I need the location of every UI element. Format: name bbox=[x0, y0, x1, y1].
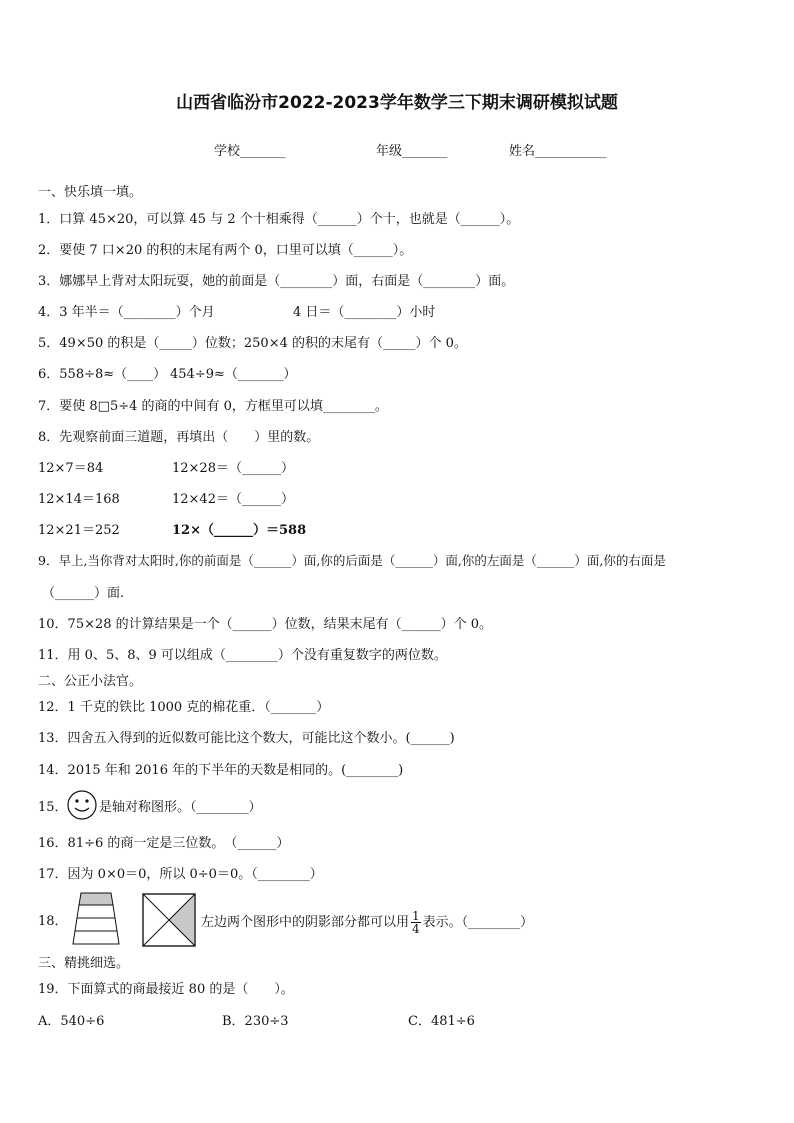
section-3-heading: 三、精挑细选。 bbox=[38, 956, 130, 971]
section-1-heading: 一、快乐填一填。 bbox=[38, 185, 143, 200]
question-18-text-b: 表示。（________） bbox=[422, 915, 534, 930]
question-12: 12．1 千克的铁比 1000 克的棉花重．（_______） bbox=[38, 700, 330, 715]
school-field: 学校_______ bbox=[214, 144, 286, 159]
page-title: 山西省临汾市2022-2023学年数学三下期末调研模拟试题 bbox=[176, 93, 618, 113]
question-15: 是轴对称图形。（________） bbox=[99, 800, 262, 815]
question-13: 13．四舍五入得到的近似数可能比这个数大，可能比这个数小。(______) bbox=[38, 731, 455, 746]
question-17: 17．因为 0×0＝0，所以 0÷0＝0。（________） bbox=[38, 867, 323, 882]
question-19: 19．下面算式的商最接近 80 的是（ ）。 bbox=[38, 982, 294, 997]
question-14: 14．2015 年和 2016 年的下半年的天数是相同的。(________) bbox=[38, 763, 404, 778]
question-3: 3．娜娜早上背对太阳玩耍，她的前面是（________）面，右面是（________）面。 bbox=[38, 274, 515, 289]
question-15-number: 15． bbox=[38, 800, 68, 815]
option-a: A．540÷6 bbox=[38, 1014, 105, 1029]
square-figure bbox=[141, 892, 197, 948]
question-11: 11．用 0、5、8、9 可以组成（________）个没有重复数字的两位数。 bbox=[38, 648, 447, 663]
q8-row3-blank: 12×（______）＝588 bbox=[172, 523, 307, 538]
question-16: 16．81÷6 的商一定是三位数。 （______） bbox=[38, 836, 290, 851]
fraction-numerator: 1 bbox=[412, 909, 420, 923]
question-6a: 6．558÷8≈（____） bbox=[38, 367, 167, 382]
fraction-denominator: 4 bbox=[412, 922, 420, 936]
question-5: 5．49×50 的积是（_____）位数；250×4 的积的末尾有（_____）个 0。 bbox=[38, 336, 467, 351]
question-2: 2．要使 7 口×20 的积的末尾有两个 0，口里可以填（______）。 bbox=[38, 243, 413, 258]
one-quarter-fraction bbox=[411, 910, 421, 935]
question-9-line2: （______）面. bbox=[42, 586, 125, 601]
question-1: 1．口算 45×20，可以算 45 与 2 个十相乘得（______）个十，也就是（______）。 bbox=[38, 212, 520, 227]
question-18-text-a: 左边两个图形中的阴影部分都可以用 bbox=[201, 915, 410, 930]
question-7: 7．要使 8□5÷4 的商的中间有 0，方框里可以填________。 bbox=[38, 399, 388, 414]
q8-row2-given: 12×14＝168 bbox=[38, 492, 120, 507]
question-4a: 4．3 年半＝（________）个月 bbox=[38, 305, 215, 320]
question-4b: 4 日＝（________）小时 bbox=[293, 305, 436, 320]
option-c: C．481÷6 bbox=[408, 1014, 475, 1029]
question-9-line1: 9．早上,当你背对太阳时,你的前面是（______）面,你的后面是（______）面,你的左面是（______）面,你的右面是 bbox=[38, 553, 666, 568]
q8-row2-blank: 12×42＝（______） bbox=[172, 492, 294, 507]
q8-row1-blank: 12×28＝（______） bbox=[172, 461, 294, 476]
q8-row3-given: 12×21＝252 bbox=[38, 523, 120, 538]
name-field: 姓名___________ bbox=[509, 144, 607, 159]
grade-field: 年级_______ bbox=[376, 144, 448, 159]
smiley-face-icon bbox=[66, 789, 98, 821]
question-10: 10．75×28 的计算结果是一个（______）位数，结果末尾有（______）个 0。 bbox=[38, 617, 493, 632]
trapezoid-figure bbox=[68, 891, 124, 947]
question-18-number: 18． bbox=[38, 914, 68, 929]
question-6b: 454÷9≈（_______） bbox=[170, 367, 297, 382]
q8-row1-given: 12×7＝84 bbox=[38, 461, 104, 476]
question-8: 8．先观察前面三道题，再填出（ ）里的数。 bbox=[38, 430, 320, 445]
option-b: B．230÷3 bbox=[222, 1014, 289, 1029]
section-2-heading: 二、公正小法官。 bbox=[38, 674, 143, 689]
question-18 bbox=[201, 910, 533, 935]
